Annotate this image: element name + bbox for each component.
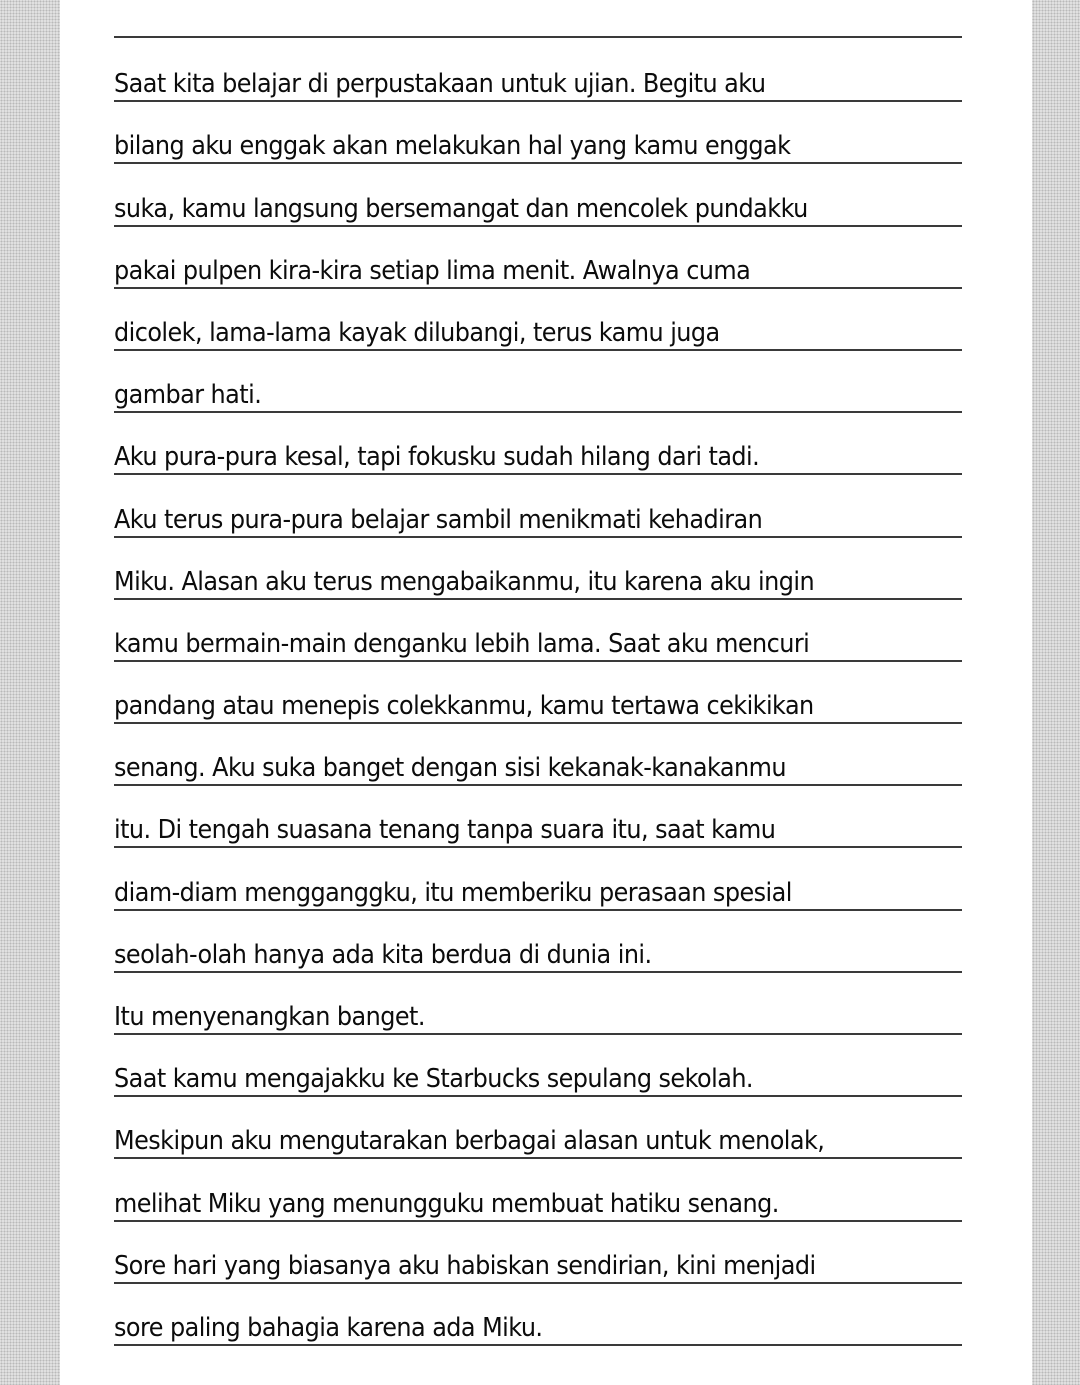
ruled-line — [114, 1222, 962, 1284]
handwritten-line: pandang atau menepis colekkanmu, kamu tertawa cekikikan — [114, 691, 814, 722]
ruled-line — [114, 351, 962, 413]
handwritten-line: Sore hari yang biasanya aku habiskan sendirian, kini menjadi — [114, 1250, 816, 1281]
handwritten-line: sore paling bahagia karena ada Miku. — [114, 1312, 543, 1343]
ruled-line — [114, 1035, 962, 1097]
ruled-line — [114, 413, 962, 475]
handwritten-line: suka, kamu langsung bersemangat dan mencolek pundakku — [114, 193, 808, 224]
handwritten-line: Aku terus pura-pura belajar sambil menikmati kehadiran — [114, 504, 763, 535]
handwritten-line: Aku pura-pura kesal, tapi fokusku sudah hilang dari tadi. — [114, 442, 760, 473]
ruled-line — [114, 40, 962, 102]
handwritten-line: diam-diam mengganggku, itu memberiku perasaan spesial — [114, 877, 792, 908]
ruled-line — [114, 102, 962, 164]
handwritten-line: gambar hati. — [114, 380, 262, 411]
ruled-line — [114, 227, 962, 289]
handwritten-line: pakai pulpen kira-kira setiap lima menit. Awalnya cuma — [114, 255, 751, 286]
ruled-line — [114, 848, 962, 910]
ruled-line — [114, 662, 962, 724]
ruled-line — [114, 289, 962, 351]
handwritten-line: bilang aku enggak akan melakukan hal yang kamu enggak — [114, 131, 791, 162]
handwritten-line: Itu menyenangkan banget. — [114, 1002, 425, 1032]
handwritten-line: dicolek, lama-lama kayak dilubangi, terus kamu juga — [114, 317, 720, 348]
handwritten-line: seolah-olah hanya ada kita berdua di dunia ini. — [114, 939, 652, 970]
handwritten-line: senang. Aku suka banget dengan sisi kekanak-kanakanmu — [114, 753, 786, 784]
ruled-line — [114, 538, 962, 600]
left-screentone-border — [0, 0, 60, 1385]
handwritten-line: Meskipun aku mengutarakan berbagai alasan untuk menolak, — [114, 1126, 825, 1157]
ruled-line — [114, 1284, 962, 1346]
ruled-line — [114, 973, 962, 1035]
ruled-line — [114, 1159, 962, 1221]
handwritten-line: melihat Miku yang menungguku membuat hatiku senang. — [114, 1188, 779, 1219]
handwritten-line: Miku. Alasan aku terus mengabaikanmu, itu karena aku ingin — [114, 566, 815, 597]
ruled-line — [114, 600, 962, 662]
handwritten-line: Saat kita belajar di perpustakaan untuk ujian. Begitu aku — [114, 69, 766, 100]
handwritten-line: Saat kamu mengajakku ke Starbucks sepulang sekolah. — [114, 1064, 753, 1095]
ruled-line — [114, 475, 962, 537]
top-rule-line — [114, 36, 962, 38]
ruled-line — [114, 786, 962, 848]
handwritten-line: kamu bermain-main denganku lebih lama. Saat aku mencuri — [114, 628, 810, 659]
ruled-line — [114, 1097, 962, 1159]
ruled-line — [114, 911, 962, 973]
notebook-page — [60, 0, 1032, 1385]
handwritten-line: itu. Di tengah suasana tenang tanpa suara itu, saat kamu — [114, 815, 776, 846]
handwritten-text-block — [114, 40, 1044, 1346]
ruled-line — [114, 164, 962, 226]
ruled-line — [114, 724, 962, 786]
